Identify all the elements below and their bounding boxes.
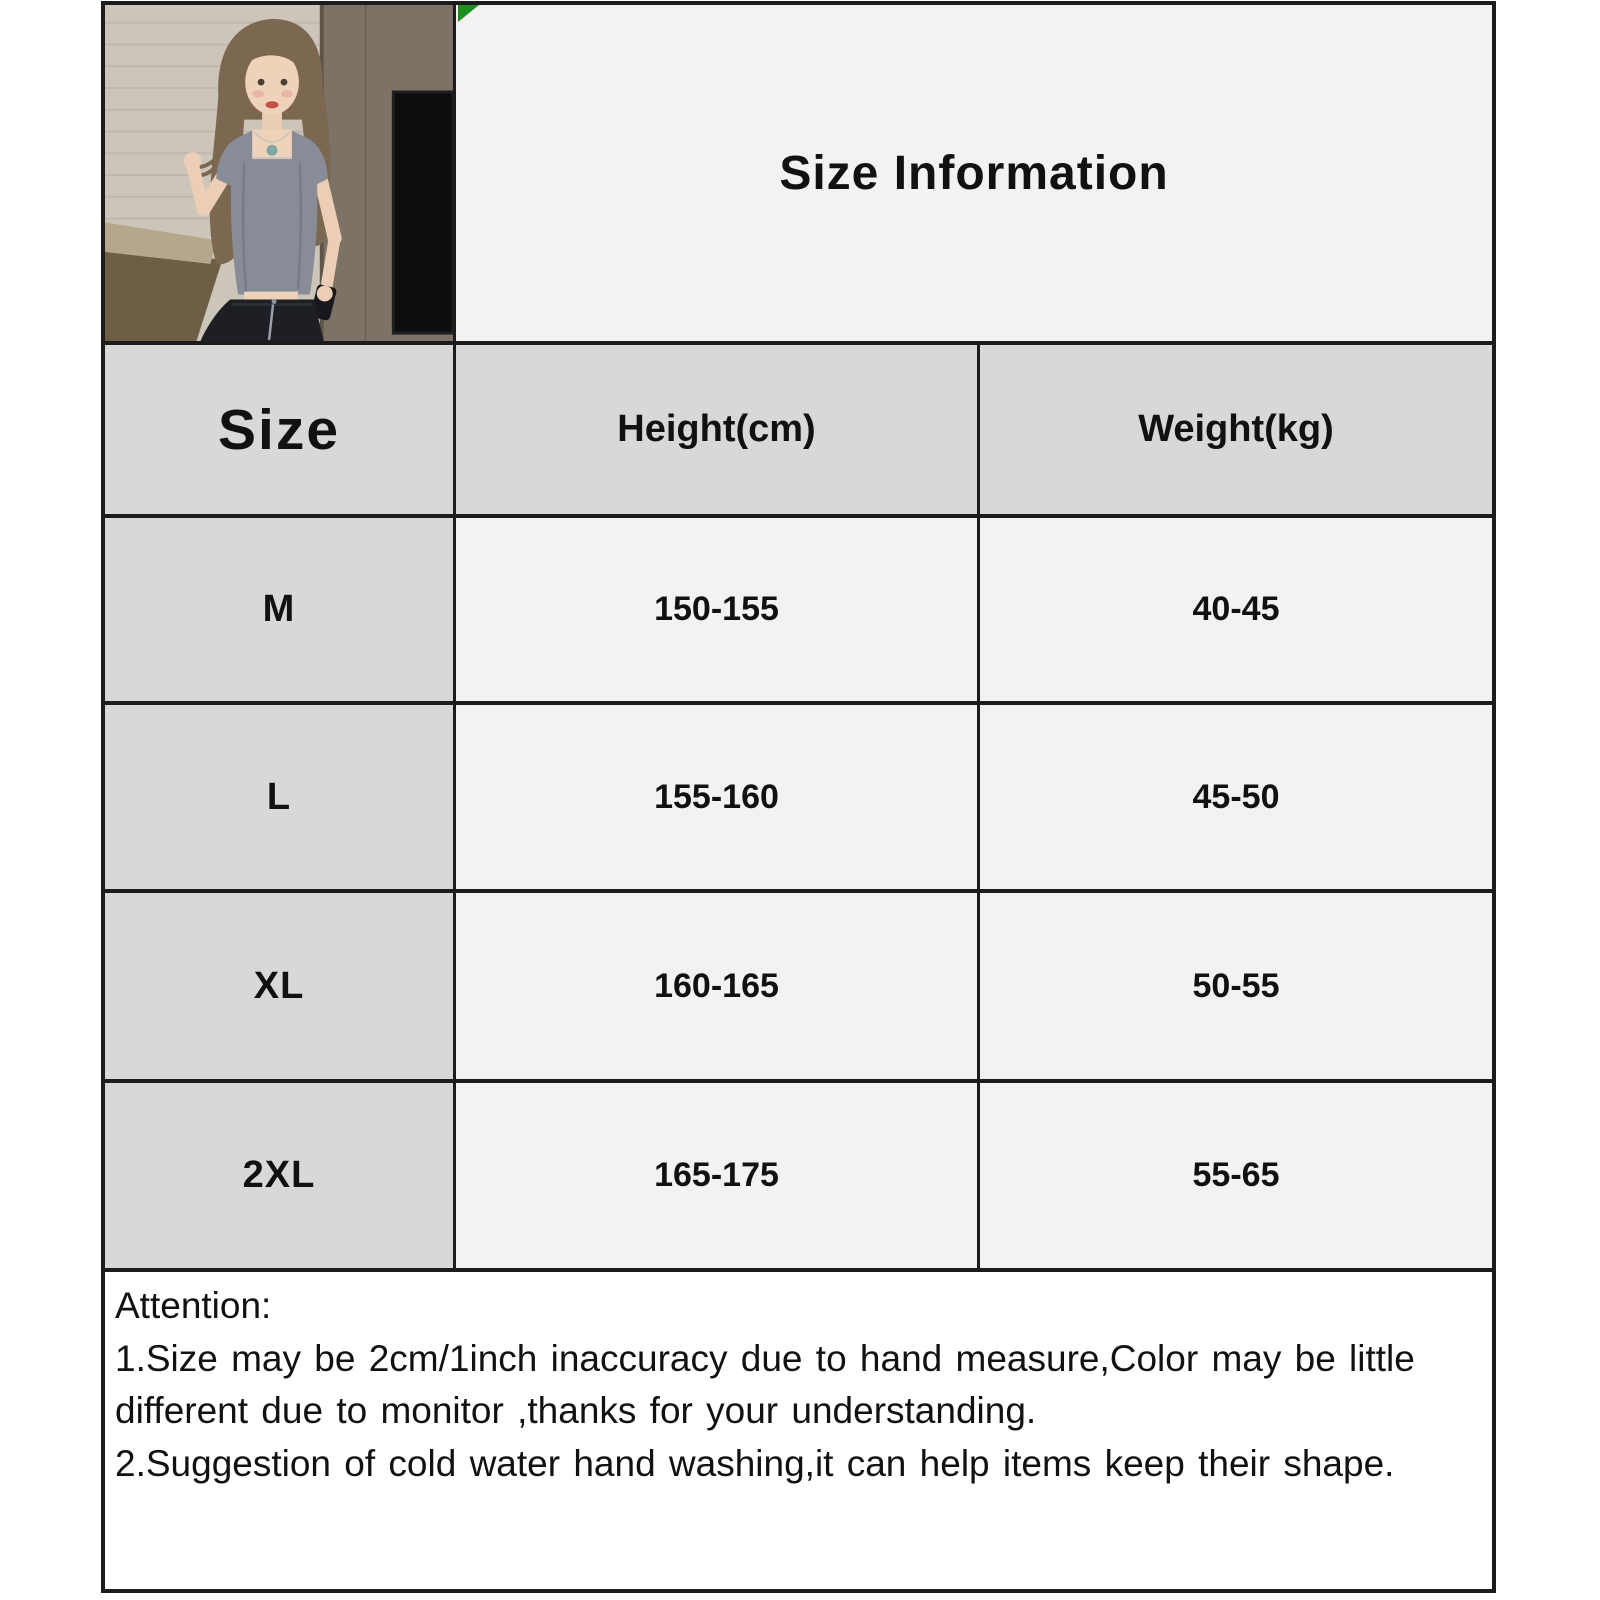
column-header-size: Size bbox=[105, 345, 456, 518]
attention-note-1: 1.Size may be 2cm/1inch inaccuracy due to hand measure,Color may be little different due to monitor ,thanks for your understanding. bbox=[115, 1337, 1415, 1432]
product-photo-illustration bbox=[105, 5, 453, 341]
green-corner-flag-icon bbox=[458, 5, 479, 22]
height-value-2xl: 165-175 bbox=[456, 1083, 980, 1272]
size-label-l: L bbox=[105, 705, 456, 893]
weight-value-l: 45-50 bbox=[980, 705, 1492, 893]
size-label-2xl: 2XL bbox=[105, 1083, 456, 1272]
weight-value-m: 40-45 bbox=[980, 518, 1492, 705]
size-chart-sheet bbox=[101, 1, 1496, 1593]
weight-value-xl: 50-55 bbox=[980, 893, 1492, 1083]
height-value-xl: 160-165 bbox=[456, 893, 980, 1083]
attention-heading: Attention: bbox=[115, 1285, 272, 1326]
weight-value-2xl: 55-65 bbox=[980, 1083, 1492, 1272]
height-value-m: 150-155 bbox=[456, 518, 980, 705]
column-header-weight: Weight(kg) bbox=[980, 345, 1492, 518]
height-value-l: 155-160 bbox=[456, 705, 980, 893]
attention-note-2: 2.Suggestion of cold water hand washing,it can help items keep their shape. bbox=[115, 1442, 1395, 1484]
product-photo bbox=[105, 5, 456, 345]
size-label-m: M bbox=[105, 518, 456, 705]
column-header-height: Height(cm) bbox=[456, 345, 980, 518]
attention-section bbox=[105, 1272, 1492, 1589]
size-information-header bbox=[456, 5, 1492, 345]
page-title: Size Information bbox=[779, 146, 1169, 200]
size-label-xl: XL bbox=[105, 893, 456, 1083]
